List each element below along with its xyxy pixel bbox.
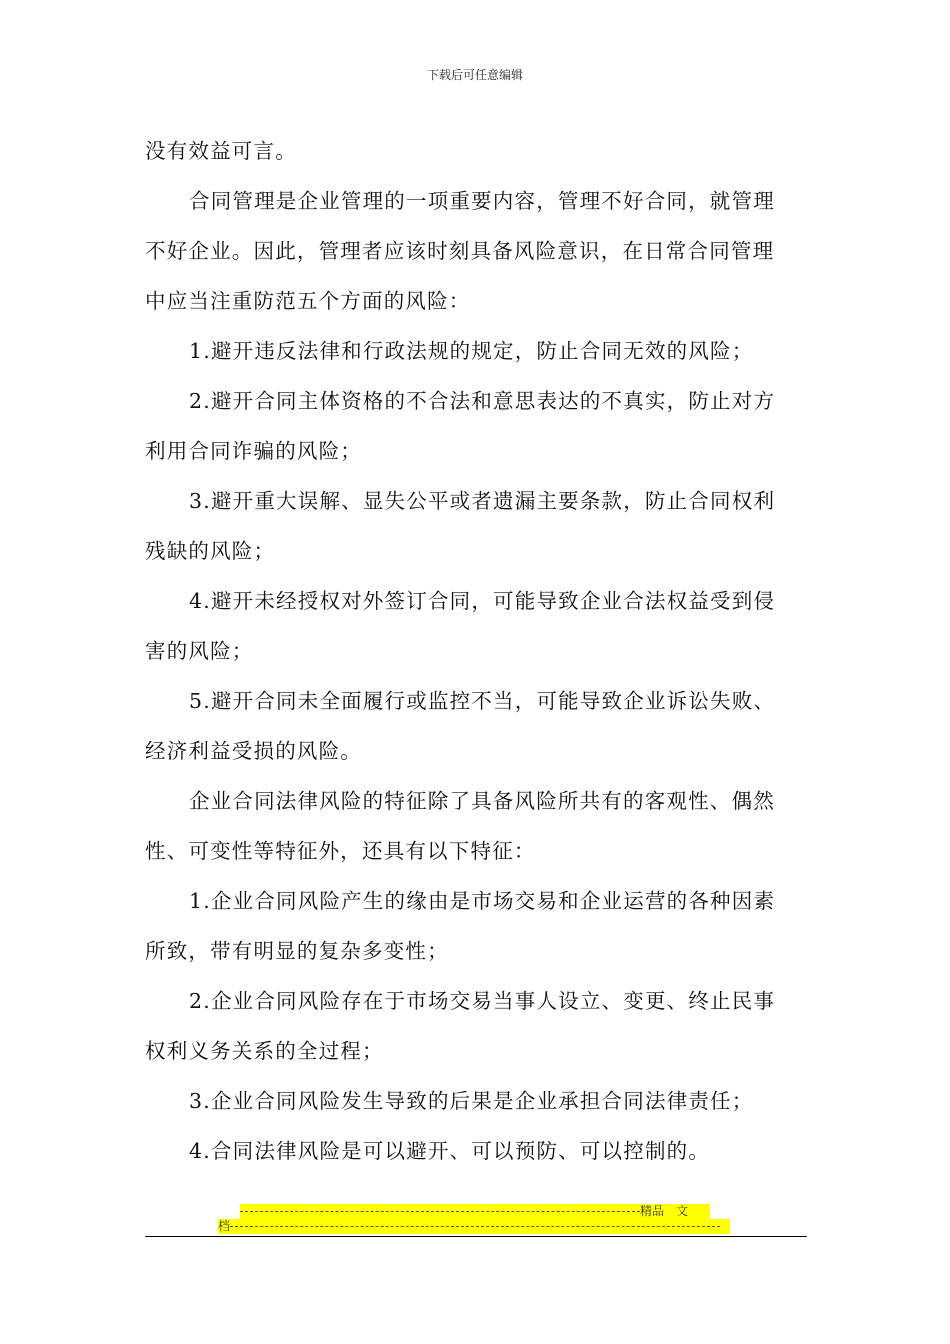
list-item-line: 2.企业合同风险存在于市场交易当事人设立、变更、终止民事 (189, 989, 776, 1013)
list-item-line: 4.避开未经授权对外签订合同，可能导致企业合法权益受到侵 (189, 589, 776, 613)
list-item-line: 3.企业合同风险发生导致的后果是企业承担合同法律责任； (189, 1089, 754, 1113)
list-item-line: 1.企业合同风险产生的缘由是市场交易和企业运营的各种因素 (189, 889, 776, 913)
footer-text-2: 档 (218, 1219, 231, 1233)
dashed-line (230, 1226, 720, 1227)
list-item-line: 残缺的风险； (145, 539, 276, 563)
footer-rule (145, 1236, 807, 1237)
paragraph-line: 没有效益可言。 (145, 139, 297, 163)
list-item-line: 1.避开违反法律和行政法规的规定，防止合同无效的风险； (189, 339, 754, 363)
paragraph-line: 不好企业。因此，管理者应该时刻具备风险意识，在日常合同管理 (145, 239, 775, 263)
list-item-line: 2.避开合同主体资格的不合法和意思表达的不真实，防止对方 (189, 389, 776, 413)
list-item-line: 4.合同法律风险是可以避开、可以预防、可以控制的。 (189, 1139, 711, 1163)
paragraph-line: 性、可变性等特征外，还具有以下特征： (145, 839, 536, 863)
list-item-line: 害的风险； (145, 639, 254, 663)
list-item-line: 权利义务关系的全过程； (145, 1039, 384, 1063)
paragraph-line: 企业合同法律风险的特征除了具备风险所共有的客观性、偶然 (189, 789, 775, 813)
document-body (145, 130, 810, 1180)
list-item-line: 经济利益受损的风险。 (145, 739, 362, 763)
paragraph-line: 中应当注重防范五个方面的风险： (145, 289, 471, 313)
list-item-line: 3.避开重大误解、显失公平或者遗漏主要条款，防止合同权利 (189, 489, 776, 513)
page-header: 下载后可任意编辑 (426, 68, 523, 82)
footer-text-1: 精品 文 (640, 1204, 689, 1218)
list-item-line: 5.避开合同未全面履行或监控不当，可能导致企业诉讼失败、 (189, 689, 776, 713)
dashed-line (240, 1211, 640, 1212)
list-item-line: 利用合同诈骗的风险； (145, 439, 362, 463)
footer-line-2 (218, 1219, 730, 1234)
list-item-line: 所致，带有明显的复杂多变性； (145, 939, 449, 963)
footer-line-1 (240, 1204, 710, 1219)
paragraph-line: 合同管理是企业管理的一项重要内容，管理不好合同，就管理 (189, 189, 775, 213)
